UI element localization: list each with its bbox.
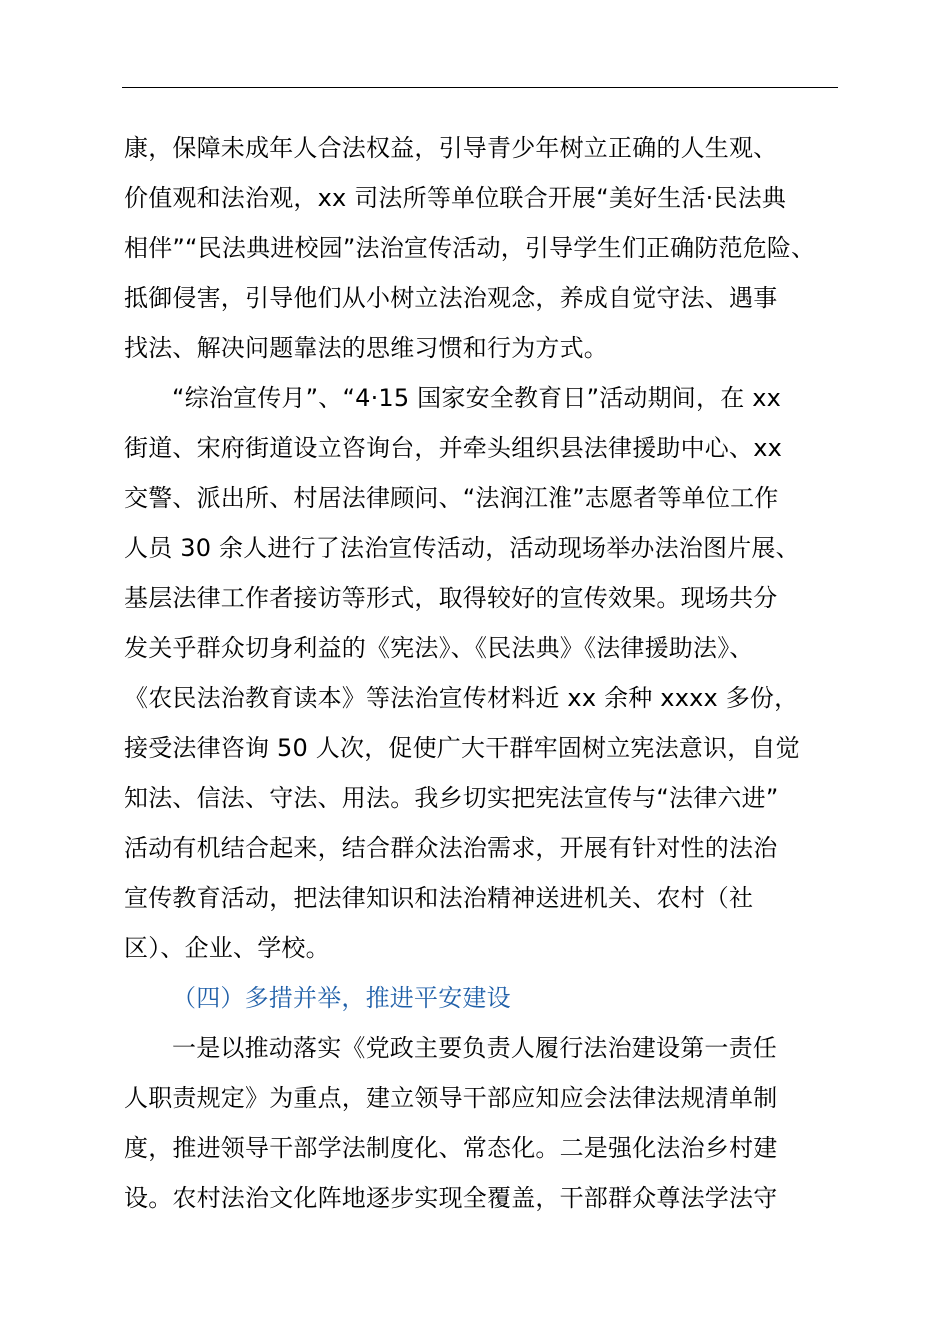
text-line: 知法、信法、守法、用法。我乡切实把宪法宣传与“法律六进” xyxy=(124,784,779,812)
text-line: 人员 30 余人进行了法治宣传活动，活动现场举办法治图片展、 xyxy=(124,534,800,562)
text-line: 发关乎群众切身利益的《宪法》、《民法典》《法律援助法》、 xyxy=(124,634,754,662)
text-line: 交警、派出所、村居法律顾问、“法润江淮”志愿者等单位工作 xyxy=(124,484,779,512)
text-line: 街道、宋府街道设立咨询台，并牵头组织县法律援助中心、xx xyxy=(124,434,783,462)
header-rule xyxy=(122,87,838,88)
text-line: 基层法律工作者接访等形式，取得较好的宣传效果。现场共分 xyxy=(124,584,778,612)
paragraph-start-line: 一是以推动落实《党政主要负责人履行法治建设第一责任 xyxy=(172,1034,777,1062)
section-heading: （四）多措并举，推进平安建设 xyxy=(172,984,511,1012)
text-line: 度，推进领导干部学法制度化、常态化。二是强化法治乡村建 xyxy=(124,1134,778,1162)
text-line: 区）、企业、学校。 xyxy=(124,934,330,962)
text-line: 相伴”“民法典进校园”法治宣传活动，引导学生们正确防范危险、 xyxy=(124,234,816,262)
text-line: 价值观和法治观，xx 司法所等单位联合开展“美好生活·民法典 xyxy=(124,184,787,212)
text-line: 《农民法治教育读本》等法治宣传材料近 xx 余种 xxxx 多份， xyxy=(124,684,799,712)
paragraph-start-line: “综治宣传月”、“4·15 国家安全教育日”活动期间，在 xx xyxy=(172,384,782,412)
text-line: 康，保障未成年人合法权益，引导青少年树立正确的人生观、 xyxy=(124,134,778,162)
text-line: 接受法律咨询 50 人次，促使广大干群牢固树立宪法意识，自觉 xyxy=(124,734,800,762)
text-line: 设。农村法治文化阵地逐步实现全覆盖，干部群众尊法学法守 xyxy=(124,1184,778,1212)
text-line: 活动有机结合起来，结合群众法治需求，开展有针对性的法治 xyxy=(124,834,778,862)
text-line: 宣传教育活动，把法律知识和法治精神送进机关、农村（社 xyxy=(124,884,754,912)
text-line: 抵御侵害，引导他们从小树立法治观念，养成自觉守法、遇事 xyxy=(124,284,778,312)
text-line: 找法、解决问题靠法的思维习惯和行为方式。 xyxy=(124,334,608,362)
text-line: 人职责规定》为重点，建立领导干部应知应会法律法规清单制 xyxy=(124,1084,778,1112)
document-body xyxy=(124,123,840,1223)
